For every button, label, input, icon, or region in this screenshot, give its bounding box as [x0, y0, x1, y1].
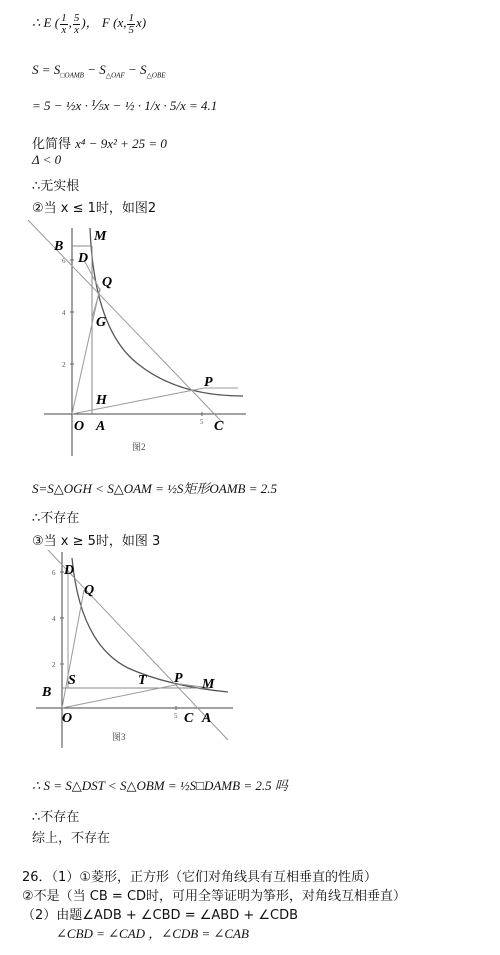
figure-3-caption: 图3: [112, 732, 126, 742]
therefore-E: ∴ E: [32, 15, 52, 30]
label-B: B: [54, 239, 64, 254]
discriminant-line: Δ < 0: [32, 152, 62, 167]
area-inequality-2: ∴ S = S△DST < S△OBM = ½S□DAMB = 2.5 吗: [32, 778, 288, 793]
figure-3: [28, 550, 238, 750]
label-P: P: [204, 375, 213, 390]
q26-angle-equalities: ∠CBD = ∠CAD ，∠CDB = ∠CAB: [56, 926, 249, 941]
conclusion-line: 综上，不存在: [32, 831, 111, 846]
tick-y2: 2: [62, 361, 66, 369]
label-H: H: [96, 393, 107, 408]
tick-y6: 6: [62, 257, 66, 265]
tick-y4: 4: [62, 309, 66, 317]
label-G: G: [96, 315, 107, 330]
tick-y6: 6: [52, 569, 56, 577]
label-B: B: [42, 685, 52, 700]
figure-2-caption: 图2: [132, 442, 146, 452]
not-exist-line-1: ∴不存在: [32, 511, 80, 526]
label-A: A: [202, 711, 212, 726]
tick-x5: 5: [200, 418, 204, 426]
area-equation-1: $S = S_{□OAMB} - S_{\triangle OAF} - S_{\triangle OBE}$: [32, 62, 166, 80]
area-equation-2: = 5 − ½x · ⅕x − ½ · 1/x · 5/x = 4.1: [32, 98, 218, 113]
simplified-equation: 化简得 x⁴ − 9x² + 25 = 0: [32, 136, 167, 152]
label-P: P: [174, 671, 183, 686]
label-O: O: [74, 419, 85, 434]
label-A: A: [96, 419, 106, 434]
label-C: C: [184, 711, 194, 726]
q26-part1-ii: ②不是（当 CB = CD时，可用全等证明为筝形，对角线互相垂直）: [22, 889, 407, 904]
label-C: C: [214, 419, 224, 434]
line-OQ: [62, 590, 84, 708]
label-Q: Q: [84, 583, 95, 598]
hyperbola-curve: [90, 228, 243, 396]
F-coordinate: (x, $\frac{1}{5}$ x): [113, 11, 147, 36]
label-D: D: [78, 251, 89, 266]
label-S: S: [68, 673, 76, 688]
case-3-heading: ③当 x ≥ 5时，如图 3: [32, 534, 161, 549]
hyperbola-curve: [72, 558, 228, 692]
label-M: M: [202, 677, 215, 692]
not-exist-line-2: ∴不存在: [32, 810, 80, 825]
case-2-heading: ②当 x ≤ 1时，如图2: [32, 201, 157, 216]
label-Q: Q: [102, 275, 113, 290]
point-coordinates-line: ∴ E ( $\frac{1}{x}$ , $\frac{5}{x}$ )， F (x, $\frac{1}{5}$ x): [32, 11, 147, 36]
area-inequality-1: S=S△OGH < S△OAM = ½S矩形OAMB = 2.5: [32, 481, 278, 496]
label-T: T: [138, 673, 147, 688]
label-O: O: [62, 711, 73, 726]
q26-part2: （2）由题∠ADB + ∠CBD = ∠ABD + ∠CDB: [22, 908, 299, 923]
tick-y4: 4: [52, 615, 56, 623]
E-coordinate: ( $\frac{1}{x}$ , $\frac{5}{x}$ ): [54, 11, 86, 36]
label-M: M: [94, 229, 107, 244]
F-label: F: [101, 15, 110, 30]
no-real-root-line: ∴无实根: [32, 179, 80, 194]
q26-part1: 26．（1）①菱形，正方形（它们对角线具有互相垂直的性质）: [22, 870, 377, 885]
tick-y2: 2: [52, 661, 56, 669]
label-D: D: [64, 563, 75, 578]
tick-x5: 5: [174, 712, 178, 720]
figure-2: [28, 218, 258, 458]
line-DC: [48, 550, 228, 740]
